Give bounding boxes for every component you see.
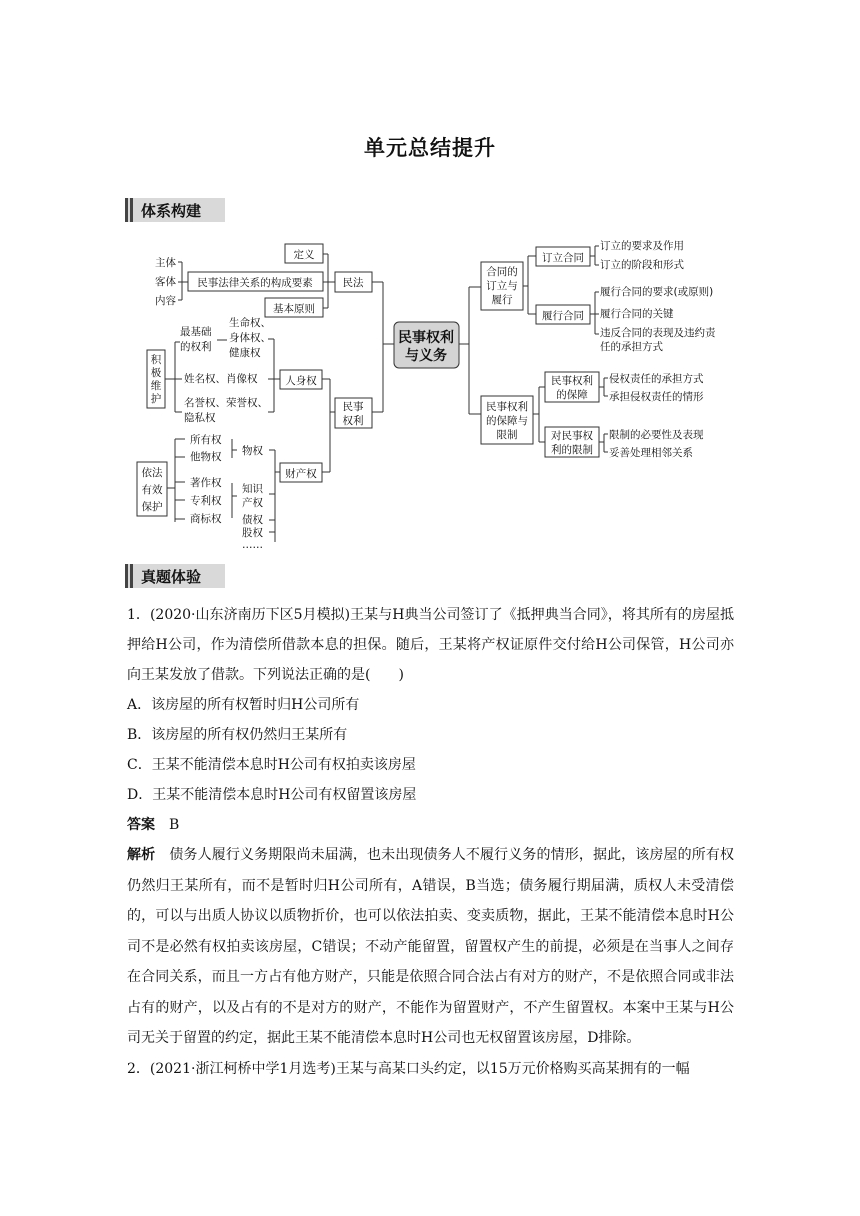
node-xianzhi-item2: 妥善处理相邻关系: [609, 447, 693, 459]
section-header-system: [125, 198, 225, 222]
question-1-option-a: A．该房屋的所有权暂时归H公司所有: [127, 697, 360, 713]
node-jiben-label: 基本原则: [273, 303, 315, 315]
node-shengming-l2: 身体权、: [229, 332, 271, 344]
node-zhuzuo: 著作权: [190, 477, 222, 489]
node-lvxing-item2: 履行合同的关键: [600, 308, 674, 320]
node-ellipsis: ……: [242, 539, 263, 551]
node-shengming-l3: 健康权: [229, 347, 261, 359]
node-baozhang-3: 限制: [496, 429, 518, 441]
question-1-option-b: B．该房屋的所有权仍然归王某所有: [127, 727, 348, 743]
node-lvxing-item1: 履行合同的要求(或原则): [600, 286, 714, 298]
node-suoyou: 所有权: [190, 434, 222, 446]
node-yifa-2: 有效: [141, 484, 163, 496]
node-dingli-label: 订立合同: [542, 252, 584, 264]
question-1-option-c: C．王某不能清偿本息时H公司有权拍卖该房屋: [127, 757, 416, 773]
section-title: 体系构建: [141, 201, 202, 220]
node-dingyi-label: 定义: [293, 249, 315, 261]
node-jiji-1: 积: [150, 354, 162, 366]
node-mingyu-l2: 隐私权: [184, 412, 216, 424]
concept-mindmap: [125, 232, 745, 557]
answer-label: 答案: [127, 817, 155, 833]
question-content: [127, 600, 734, 1084]
node-zhishi-l1: 知识: [242, 483, 263, 495]
node-goucheng-label: 民事法律关系的构成要素: [197, 277, 313, 289]
node-baozhang2-item1: 侵权责任的承担方式: [609, 373, 704, 385]
node-hetong-2: 订立与: [486, 280, 518, 292]
node-baozhang2-item2: 承担侵权责任的情形: [609, 391, 704, 403]
node-shengming-l1: 生命权、: [229, 317, 271, 329]
node-yifa-1: 依法: [141, 467, 163, 479]
node-lvxing-label: 履行合同: [542, 310, 584, 322]
node-baozhang-1: 民事权利: [486, 401, 528, 413]
section-header-exam: [125, 564, 225, 588]
node-zhishi-l2: 产权: [242, 497, 263, 509]
mindmap-center-line1: 民事权利: [398, 330, 454, 346]
node-renshenquan-label: 人身权: [285, 375, 317, 387]
question-1-analysis: [127, 840, 734, 1054]
question-1-option-d: D．王某不能清偿本息时H公司有权留置该房屋: [127, 787, 417, 803]
node-zuijichu-l2: 的权利: [180, 341, 212, 353]
node-yifa-3: 保护: [141, 501, 163, 513]
node-jiji-2: 极: [150, 367, 162, 379]
node-hetong-1: 合同的: [486, 266, 518, 278]
node-jiji-4: 护: [150, 393, 162, 405]
node-minshiquanli-l2: 权利: [342, 415, 364, 427]
section-bar-icon: [125, 198, 134, 222]
node-tawu: 他物权: [190, 451, 222, 463]
section-bar-icon: [125, 564, 134, 588]
answer-value: B: [169, 817, 180, 833]
node-hetong-3: 履行: [491, 294, 513, 306]
node-zhaiquan: 债权: [242, 514, 263, 526]
node-xingming: 姓名权、肖像权: [184, 373, 258, 385]
node-baozhang-2: 的保障与: [486, 415, 528, 427]
analysis-label: 解析: [127, 847, 156, 863]
question-1-answer: [127, 810, 734, 840]
node-xianzhi-item1: 限制的必要性及表现: [609, 429, 704, 441]
page-title: 单元总结提升: [364, 136, 496, 160]
node-dingli-item2: 订立的阶段和形式: [600, 259, 684, 271]
node-mingyu-l1: 名誉权、荣誉权、: [184, 397, 268, 409]
node-xianzhi-2: 利的限制: [551, 444, 593, 456]
node-minshiquanli-l1: 民事: [342, 401, 364, 413]
node-caichanquan-label: 财产权: [285, 468, 317, 480]
question-1-stem: 1．(2020·山东济南历下区5月模拟)王某与H典当公司签订了《抵押典当合同》，将其所有的房屋抵押给H公司，作为清偿所借款本息的担保。随后，王某将产权证原件交付给H公司保管，H公司亦向王某发放了借款。下列说法正确的是( ): [127, 607, 734, 683]
node-keti: 客体: [155, 276, 176, 288]
node-minfa-label: 民法: [342, 277, 364, 289]
node-guquan: 股权: [242, 527, 263, 539]
mindmap-center-line2: 与义务: [405, 348, 447, 364]
node-zhuanli: 专利权: [190, 495, 222, 507]
node-neirong: 内容: [155, 295, 176, 307]
node-wuquan: 物权: [242, 445, 263, 457]
analysis-text: 债务人履行义务期限尚未届满，也未出现债务人不履行义务的情形，据此，该房屋的所有权仍然归王某所有，而不是暂时归H公司所有，A错误，B当选；债务履行期届满，质权人未受清偿的，可以与出质人协议以质物折价，也可以依法拍卖、变卖质物，据此，王某不能清偿本息时H公司不是必然有权拍卖该房屋，C错误；不动产能留置，留置权产生的前提，必须是在当事人之间存在合同关系，而且一方占有他方财产，只能是依照合同合法占有对方的财产，不是依照合同或非法占有的财产，以及占有的不是对方的财产，不能作为留置财产，不产生留置权。本案中王某与H公司无关于留置的约定，据此王某不能清偿本息时H公司也无权留置该房屋，D排除。: [127, 847, 735, 1046]
node-zhuti: 主体: [155, 257, 176, 269]
question-2-stem: 2．(2021·浙江柯桥中学1月选考)王某与高某口头约定，以15万元价格购买高某拥有的一幅: [127, 1060, 690, 1077]
node-shangbiao: 商标权: [190, 513, 222, 525]
section-title: 真题体验: [141, 567, 202, 586]
node-xianzhi-1: 对民事权: [551, 430, 593, 442]
node-baozhang2-1: 民事权利: [551, 375, 593, 387]
node-jiji-3: 维: [150, 380, 162, 392]
node-zuijichu-l1: 最基础: [180, 326, 212, 338]
node-dingli-item1: 订立的要求及作用: [600, 240, 684, 252]
node-lvxing-item4: 任的承担方式: [600, 341, 663, 353]
node-baozhang2-2: 的保障: [556, 389, 588, 401]
node-lvxing-item3: 违反合同的表现及违约责: [600, 327, 716, 339]
